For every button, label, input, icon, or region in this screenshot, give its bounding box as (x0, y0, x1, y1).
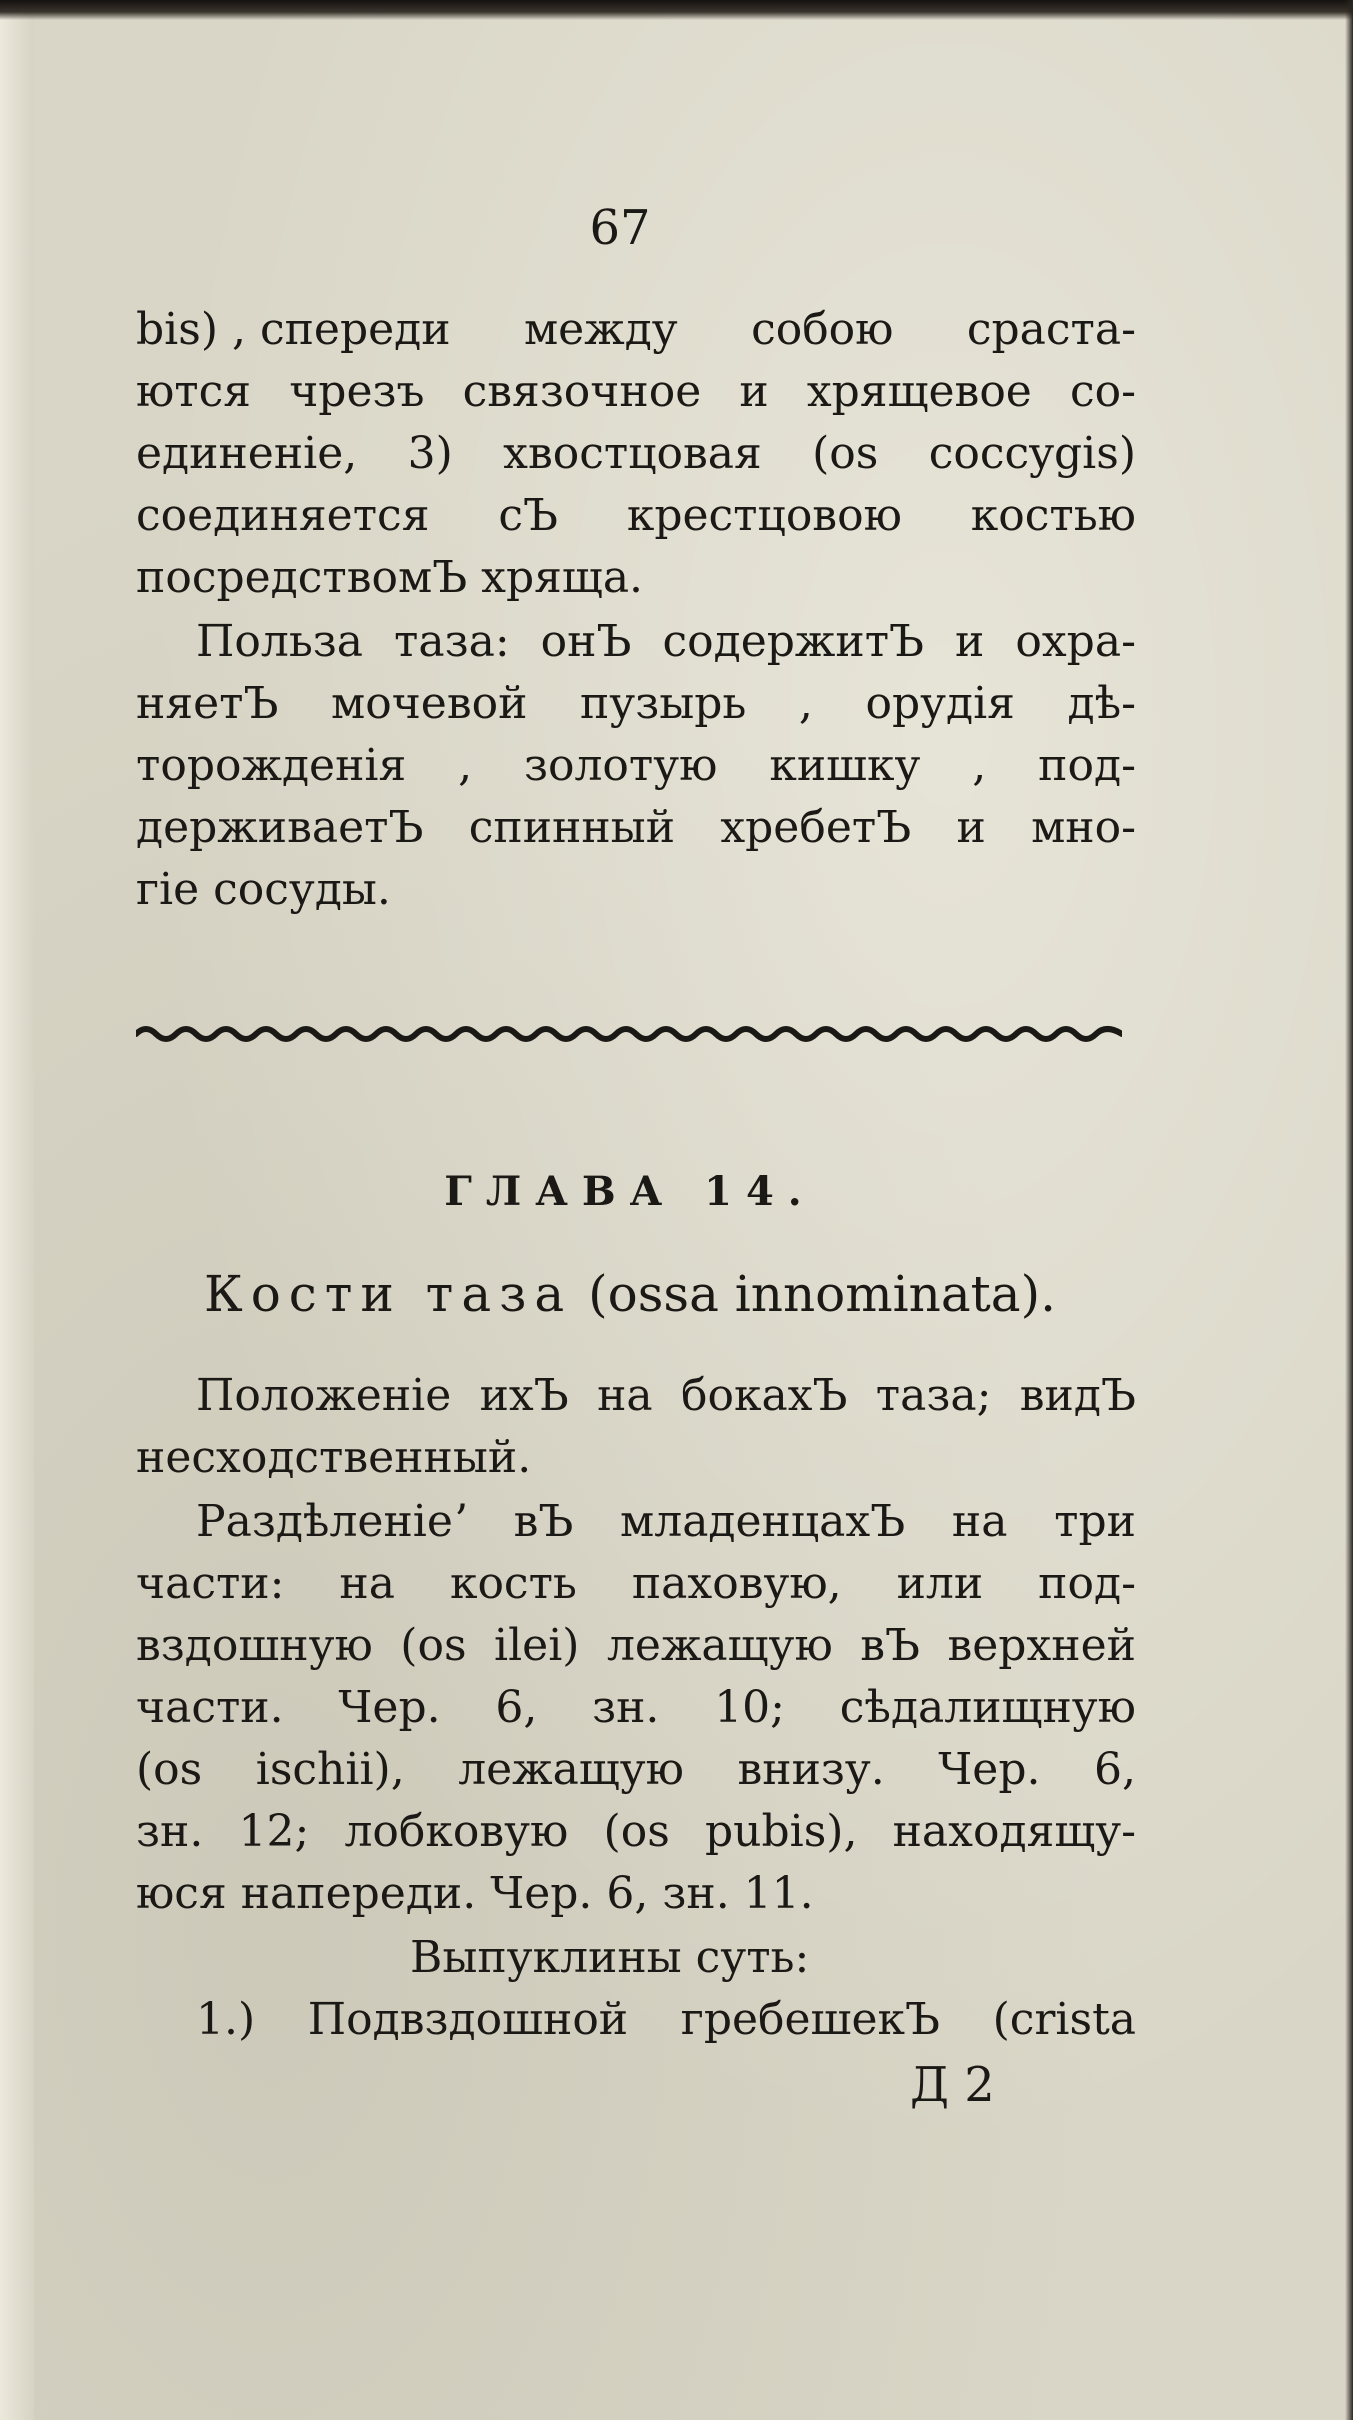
signature-mark: Д 2 (910, 2057, 995, 2113)
text-line: Раздѣленіеʼ вЪ младенцахЪ на три (196, 1496, 1136, 1547)
text-line: зн. 12; лобковую (os pubis), находящу- (136, 1806, 1136, 1857)
subheading: Выпуклины суть: (410, 1932, 810, 1983)
text-line: гіе сосуды. (136, 864, 391, 915)
text-line: ются чрезъ связочное и хрящевое со- (136, 366, 1136, 417)
section-heading-latin: (ossa innominata). (588, 1265, 1056, 1323)
chapter-title: ГЛАВА 14. (444, 1168, 816, 1215)
text-line: соединяется сЪ крестцовою костью (136, 490, 1136, 541)
text-line: несходственный. (136, 1432, 532, 1483)
text-line: держиваетЪ спинный хребетЪ и мно- (136, 802, 1136, 853)
page-number: 67 (589, 200, 651, 256)
text-line: единеніе, 3) хвостцовая (os coccygis) (136, 428, 1136, 479)
section-heading (180, 1254, 1080, 1334)
text-line: Польза таза: онЪ содержитЪ и охра- (196, 616, 1136, 667)
text-line: няетЪ мочевой пузырь , орудія дѣ- (136, 678, 1136, 729)
text-line: части: на кость паховую, или под- (136, 1558, 1136, 1609)
text-line: посредствомЪ хряща. (136, 552, 644, 603)
text-line: юся напереди. Чер. 6, зн. 11. (136, 1868, 814, 1919)
text-line: Положеніе ихЪ на бокахЪ таза; видЪ (196, 1370, 1136, 1421)
list-item: 1.) Подвздошной гребешекЪ (crista (196, 1994, 1136, 2045)
text-line: вздошную (os ilei) лежащую вЪ верхней (136, 1620, 1136, 1671)
text-line: торожденія , золотую кишку , под- (136, 740, 1136, 791)
text-line: части. Чер. 6, зн. 10; сѣдалищную (136, 1682, 1136, 1733)
ornamental-divider (136, 1022, 1122, 1046)
section-heading-russian: Кости таза (204, 1265, 573, 1323)
text-line: bis) , спереди между собою сраста- (136, 304, 1136, 355)
text-line: (os ischii), лежащую внизу. Чер. 6, (136, 1744, 1136, 1795)
